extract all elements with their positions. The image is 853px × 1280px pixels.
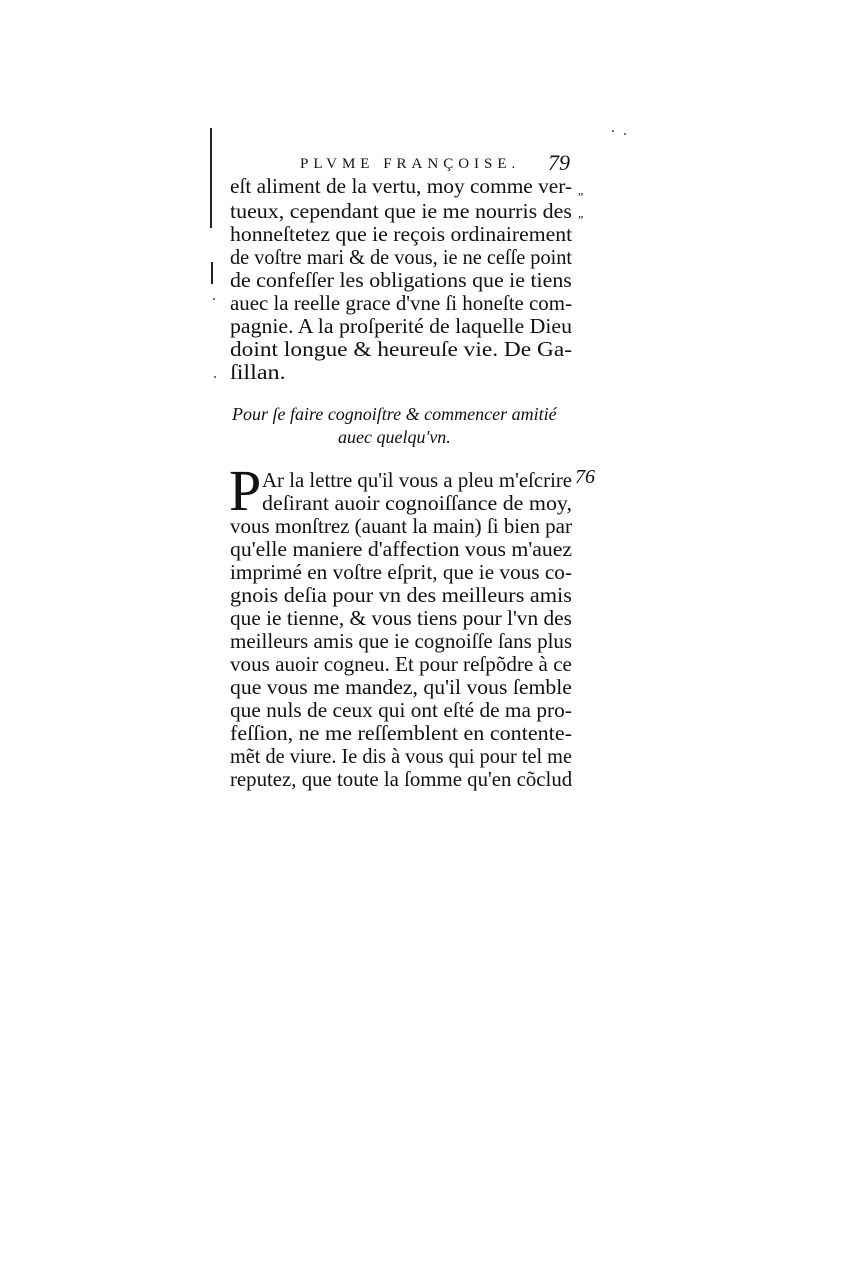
text-line: que ie tienne, & vous tiens pour l'vn des xyxy=(230,606,572,630)
text-line: meilleurs amis que ie cognoiſſe ſans plus xyxy=(230,629,573,653)
quotation-mark: „ xyxy=(578,206,585,220)
text-line: honneſtetez que ie reçois ordinairement xyxy=(230,222,573,246)
running-head-title: PLVME FRANÇOISE. xyxy=(300,156,521,172)
heading-line: auec quelqu'vn. xyxy=(338,427,451,447)
text-line: que nuls de ceux qui ont eſté de ma pro- xyxy=(230,698,572,722)
text-line: auec la reelle grace d'vne ſi honeſte com- xyxy=(230,291,572,315)
quotation-mark: „ xyxy=(578,183,585,197)
page-number: 79 xyxy=(548,150,570,175)
text-line: feſſion, ne me reſſemblent en contente- xyxy=(230,721,572,745)
drop-cap: P xyxy=(229,458,262,523)
gutter-line xyxy=(211,262,213,284)
text-line: de voſtre mari & de vous, ie ne ceſſe point xyxy=(230,245,573,269)
gutter-line xyxy=(210,128,212,228)
text-line: doint longue & heureuſe vie. De Ga- xyxy=(230,337,573,361)
text-line: pagnie. A la proſperité de laquelle Dieu xyxy=(230,314,572,338)
text-line: ſillan. xyxy=(230,360,286,384)
text-line: de confeſſer les obligations que ie tiens xyxy=(230,268,572,292)
text-line: qu'elle maniere d'affection vous m'auez xyxy=(230,537,573,561)
text-line: que vous me mandez, qu'il vous ſemble xyxy=(230,675,572,699)
text-line: gnois deſia pour vn des meilleurs amis xyxy=(230,583,572,607)
text-line: deſirant auoir cognoiſſance de moy, xyxy=(262,491,572,515)
text-line: Ar la lettre qu'il vous a pleu m'eſcrire xyxy=(262,468,573,492)
text-line: imprimé en voſtre eſprit, que ie vous co- xyxy=(230,560,572,584)
ink-speck xyxy=(624,133,626,135)
ink-speck xyxy=(213,298,215,300)
heading-line: Pour ſe faire cognoiſtre & commencer amitié xyxy=(232,404,557,424)
margin-number: 76 xyxy=(575,466,595,488)
text-line: vous auoir cogneu. Et pour reſpõdre à ce xyxy=(230,652,572,676)
ink-speck xyxy=(612,130,614,132)
text-line: tueux, cependant que ie me nourris des xyxy=(230,199,572,223)
text-line: mẽt de viure. Ie dis à vous qui pour tel me xyxy=(230,744,572,768)
text-line: reputez, que toute la ſomme qu'en cõclud xyxy=(230,767,573,791)
text-line: eſt aliment de la vertu, moy comme ver- xyxy=(230,174,573,198)
text-line: vous monſtrez (auant la main) ſi bien par xyxy=(230,514,572,538)
ink-speck xyxy=(214,376,216,378)
